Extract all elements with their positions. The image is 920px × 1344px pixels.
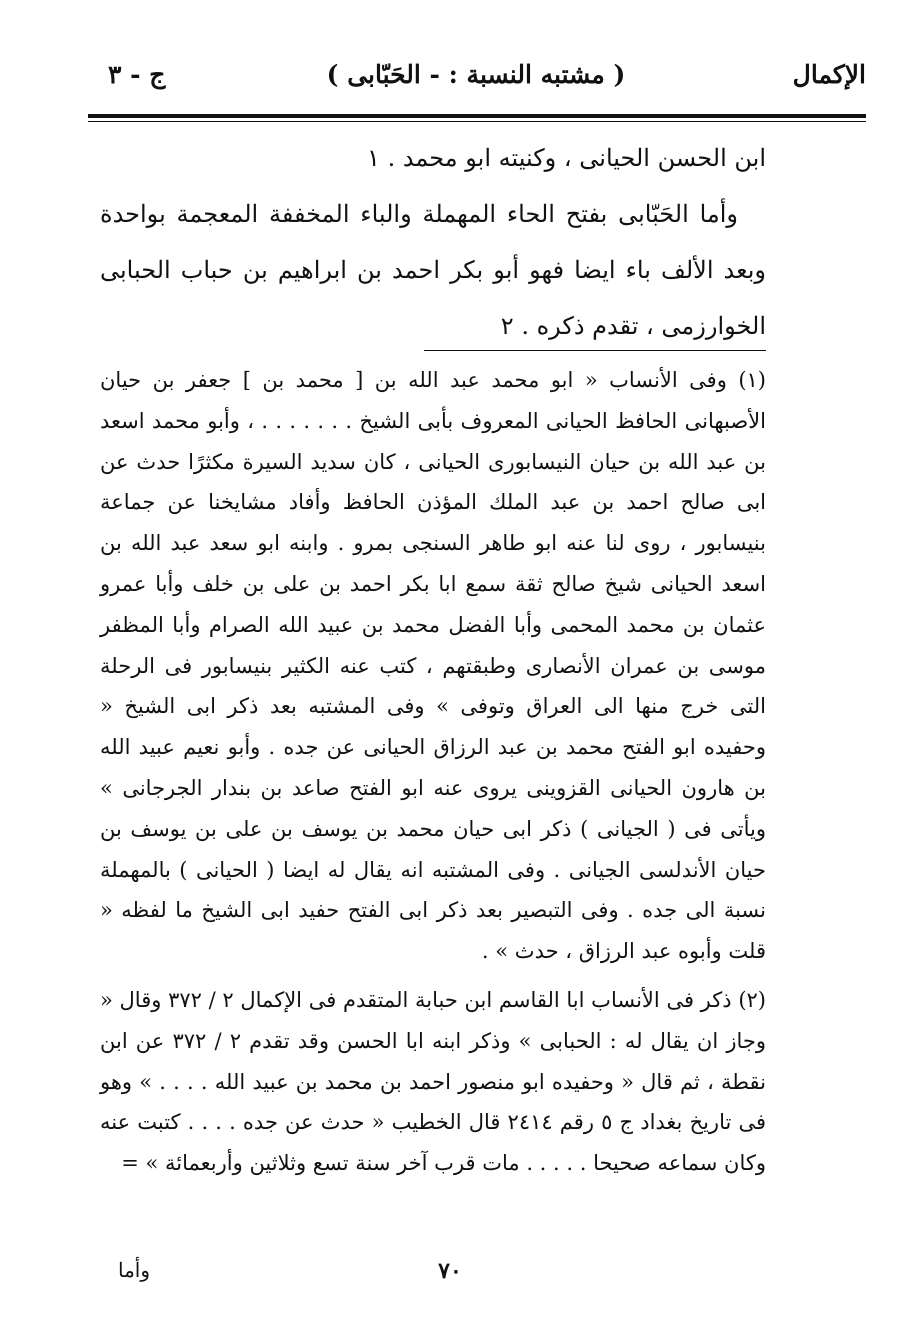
header-rule-thick: [88, 114, 866, 118]
running-header: [86, 56, 866, 102]
catchword: وأما: [118, 1258, 151, 1282]
footnote-2: (٢) ذكر فى الأنساب ابا القاسم ابن حبابة المتقدم فى الإكمال ٢ / ٣٧٢ وقال « وجاز ان يقال له : الحبابى » وذكر ابنه ابا الحسن وقد تقدم ٢ / ٣٧٢ عن ابن نقطة ، ثم قال « وحفيده ابو منصور احمد بن محمد بن عبيد الله . . . . » وهو فى تاريخ بغداد ج ٥ رقم ٢٤١٤ قال الخطيب « حدث عن جده . . . . كتبت عنه وكان سماعه صحيحا . . . . . مات قرب آخر سنة تسع وثلاثين وأربعمائة » =: [100, 987, 766, 1176]
footnote-1: (١) وفى الأنساب « ابو محمد عبد الله بن [ محمد بن ] جعفر بن حيان الأصبهانى الحافظ الحيانى المعروف بأبى الشيخ . . . . . . . ، وأبو محمد اسعد بن عبد الله بن حيان النيسابورى الحيانى ، كان سديد السيرة مكثرًا حدث عن ابى صالح احمد بن عبد الملك المؤذن الحافظ وأفاد مشايخنا عن جماعة بنيسابور ، روى لنا عنه ابو طاهر السنجى بمرو . وابنه ابو سعد عبد الله بن اسعد الحيانى شيخ صالح ثقة سمع ابا بكر احمد بن على بن خلف وأبا عمرو عثمان بن محمد المحمى وأبا الفضل محمد بن عبيد الله الصرام وأبا المظفر موسى بن عمران الأنصارى وطبقتهم ، كتب عنه الكثير بنيسابور فى الرحلة التى خرج منها الى العراق وتوفى » وفى المشتبه بعد ذكر ابى الشيخ « وحفيده ابو الفتح محمد بن عبد الرزاق الحيانى عن جده . وأبو نعيم عبيد الله بن هارون الحيانى القزوينى يروى عنه ابو الفتح صاعد بن بندار الجرجانى » ويأتى فى ( الجيانى ) ذكر ابى حيان محمد بن يوسف بن على بن يوسف بن حيان الأندلسى الجيانى . وفى المشتبه انه يقال له ايضا ( الحيانى ) بالمهملة نسبة الى جده . وفى التبصير بعد ذكر ابى الفتح حفيد ابى الشيخ ما لفظه « قلت وأبوه عبد الرزاق ، حدث » .: [100, 368, 766, 964]
header-rule-thin: [88, 121, 866, 122]
footnote-separator: [424, 350, 766, 351]
main-paragraph: وأما الحَبّابى بفتح الحاء المهملة والباء المخففة المعجمة بواحدة وبعد الألف باء ايضا فهو أبو بكر احمد بن ابراهيم بن حباب الحبابى الخوارزمى ، تقدم ذكره . ٢: [100, 200, 766, 340]
volume-number: ج - ٣: [108, 60, 166, 89]
section-title: ( مشتبه النسبة : - الحَبّابى ): [326, 60, 626, 89]
book-title: الإكمال: [792, 60, 866, 89]
main-paragraph: ابن الحسن الحيانى ، وكنيته ابو محمد . ١: [367, 144, 766, 172]
page-number: ٧٠: [438, 1258, 462, 1284]
footnotes: [100, 360, 766, 1184]
main-text: [100, 130, 766, 354]
